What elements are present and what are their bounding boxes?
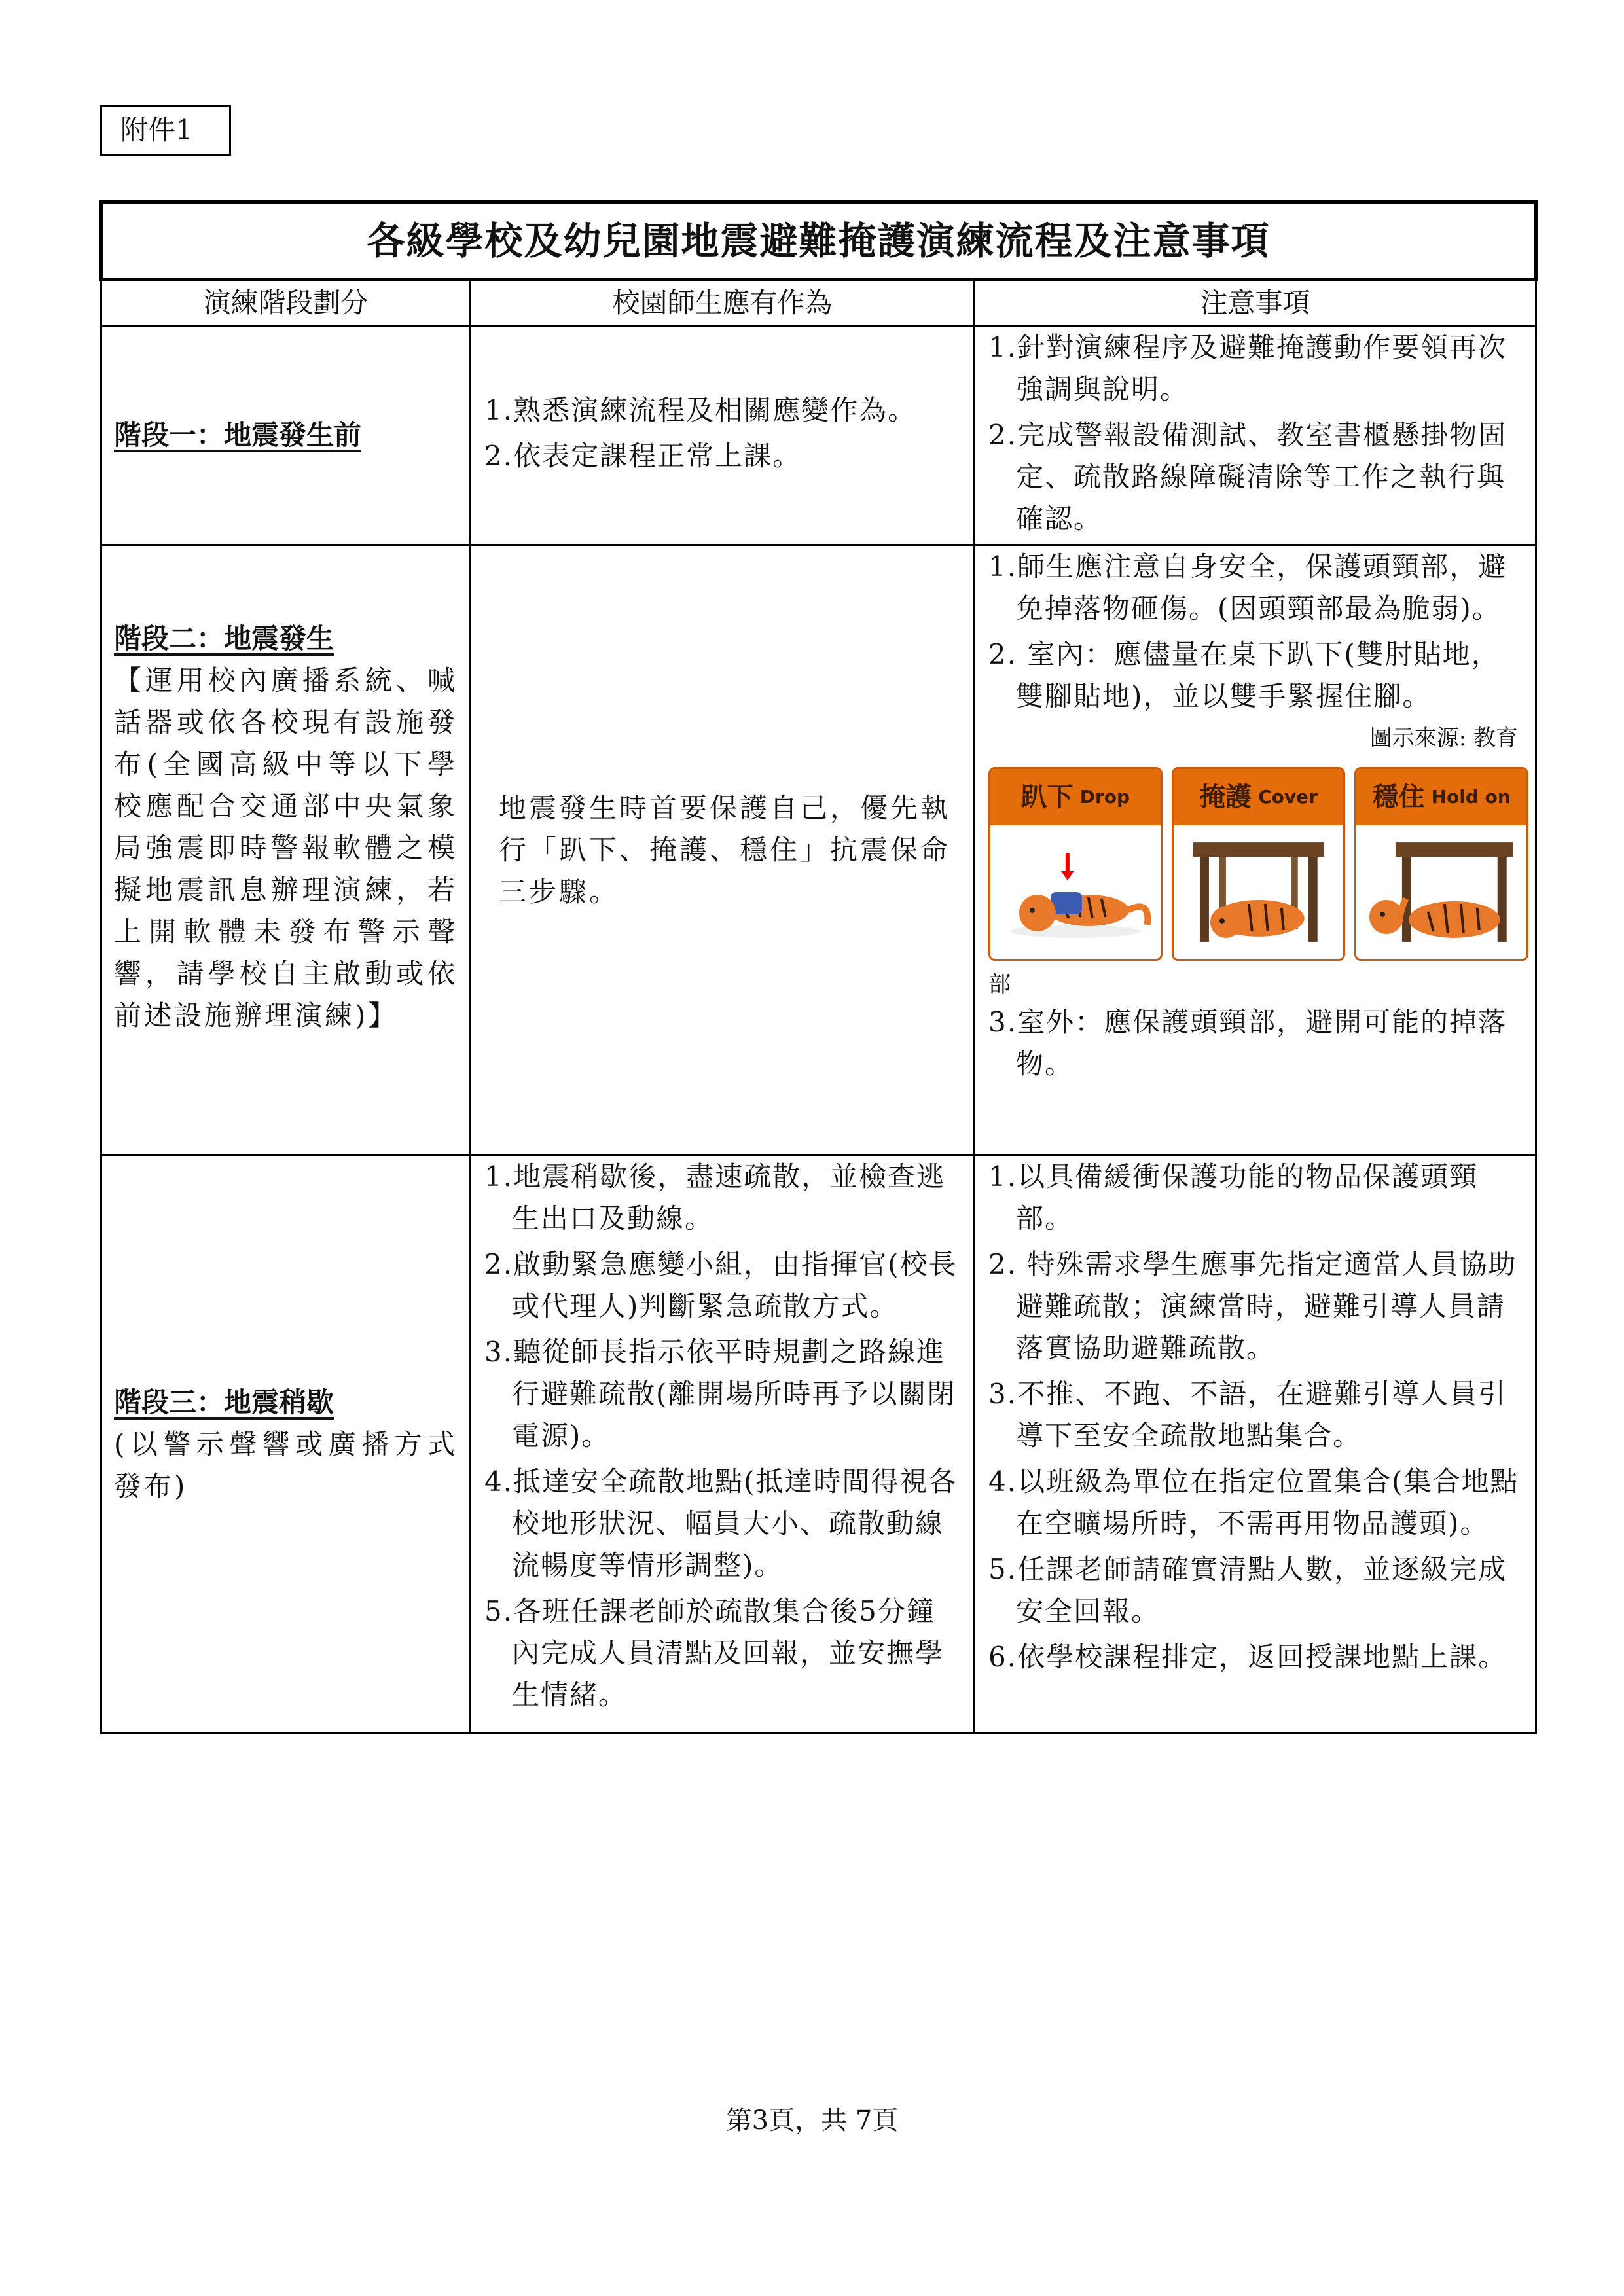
stage-2-notes bbox=[975, 545, 1536, 1155]
drill-label-en: Drop bbox=[1079, 786, 1130, 808]
list-item: 2. 特殊需求學生應事先指定適當人員協助避難疏散；演練當時，避難引導人員請落實協助避難疏散。 bbox=[988, 1248, 1517, 1364]
drill-card-drop bbox=[988, 767, 1163, 961]
page-number: 第3頁，共 7頁 bbox=[725, 2106, 899, 2136]
stage-3-note: (以警示聲響或廣播方式發布) bbox=[114, 1427, 458, 1502]
tiger-drop-icon bbox=[990, 825, 1161, 959]
stage-1-actions bbox=[471, 326, 975, 545]
tiger-hold-icon bbox=[1356, 825, 1526, 959]
image-credit-tail: 部 bbox=[988, 971, 1011, 997]
attachment-label: 附件1 bbox=[100, 105, 231, 156]
list-item: 5.任課老師請確實清點人數，並逐級完成安全回報。 bbox=[988, 1553, 1507, 1627]
drill-label-zh: 趴下 bbox=[1020, 782, 1074, 812]
list-item: 2.完成警報設備測試、教室書櫃懸掛物固定、疏散路線障礙清除等工作之執行與確認。 bbox=[988, 419, 1507, 535]
list-item: 1.師生應注意自身安全，保護頭頸部，避免掉落物砸傷。(因頭頸部最為脆弱)。 bbox=[988, 550, 1507, 624]
drill-label-en: Hold on bbox=[1431, 786, 1511, 808]
list-item: 3.聽從師長指示依平時規劃之路線進行避難疏散(離開場所時再予以關閉電源)。 bbox=[484, 1336, 956, 1452]
drill-procedure-table bbox=[99, 200, 1538, 1734]
header-stage: 演練階段劃分 bbox=[101, 280, 471, 326]
table-title: 各級學校及幼兒園地震避難掩護演練流程及注意事項 bbox=[101, 202, 1536, 280]
drill-card-cover bbox=[1172, 767, 1346, 961]
stage-1-notes bbox=[975, 326, 1536, 545]
drill-card-hold bbox=[1354, 767, 1528, 961]
stage-2-cell bbox=[101, 545, 471, 1155]
list-item: 1.熟悉演練流程及相關應變作為。 bbox=[484, 394, 917, 426]
drill-steps-illustration bbox=[988, 767, 1528, 961]
list-item: 4.以班級為單位在指定位置集合(集合地點在空曠場所時，不需再用物品護頭)。 bbox=[988, 1465, 1519, 1539]
list-item: 6.依學校課程排定，返回授課地點上課。 bbox=[988, 1641, 1507, 1673]
stage-3-cell bbox=[101, 1155, 471, 1734]
drill-label-zh: 掩護 bbox=[1199, 782, 1252, 812]
table-row-stage-1 bbox=[101, 326, 1536, 545]
header-actions: 校園師生應有作為 bbox=[471, 280, 975, 326]
stage-2-actions bbox=[471, 545, 975, 1155]
tiger-cover-icon bbox=[1174, 825, 1344, 959]
stage-3-title: 階段三：地震稍歇 bbox=[114, 1386, 334, 1418]
drill-label-zh: 穩住 bbox=[1372, 782, 1425, 812]
header-notes: 注意事項 bbox=[975, 280, 1536, 326]
list-item: 3.室外：應保護頭頸部，避開可能的掉落物。 bbox=[988, 1006, 1507, 1080]
table-row-stage-3 bbox=[101, 1155, 1536, 1734]
list-item: 4.抵達安全疏散地點(抵達時間得視各校地形狀況、幅員大小、疏散動線流暢度等情形調整)。 bbox=[484, 1465, 958, 1581]
stage-3-actions bbox=[471, 1155, 975, 1734]
stage-2-title: 階段二：地震發生 bbox=[114, 622, 334, 655]
list-item: 5.各班任課老師於疏散集合後5分鐘內完成人員清點及回報，並安撫學生情緒。 bbox=[484, 1595, 945, 1711]
stage-2-note: 【運用校內廣播系統、喊話器或依各校現有設施發布(全國高級中等以下學校應配合交通部中央氣象局強震即時警報軟體之模擬地震訊息辦理演練，若上開軟體未發布警示聲響，請學校自主啟動或依前述設施辦理演練)】 bbox=[114, 664, 458, 1031]
list-item: 2.依表定課程正常上課。 bbox=[484, 440, 802, 472]
stage-1-cell bbox=[101, 326, 471, 545]
list-item: 1.以具備緩衝保護功能的物品保護頭頸部。 bbox=[988, 1160, 1479, 1234]
list-item: 2.啟動緊急應變小組，由指揮官(校長或代理人)判斷緊急疏散方式。 bbox=[484, 1248, 958, 1322]
list-item: 3.不推、不跑、不語，在避難引導人員引導下至安全疏散地點集合。 bbox=[988, 1378, 1507, 1452]
stage-2-action-text: 地震發生時首要保護自己，優先執行「趴下、掩護、穩住」抗震保命三步驟。 bbox=[499, 791, 951, 908]
drill-label-en: Cover bbox=[1258, 786, 1318, 808]
image-credit: 圖示來源: 教育 bbox=[1369, 725, 1519, 751]
list-item: 2. 室內：應儘量在桌下趴下(雙肘貼地，雙腳貼地)，並以雙手緊握住腳。 bbox=[988, 638, 1500, 712]
list-item: 1.針對演練程序及避難掩護動作要領再次強調與說明。 bbox=[988, 331, 1507, 405]
list-item: 1.地震稍歇後，盡速疏散，並檢查逃生出口及動線。 bbox=[484, 1160, 946, 1234]
stage-1-title: 階段一：地震發生前 bbox=[114, 419, 362, 451]
table-row-stage-2 bbox=[101, 545, 1536, 1155]
stage-3-notes bbox=[975, 1155, 1536, 1734]
